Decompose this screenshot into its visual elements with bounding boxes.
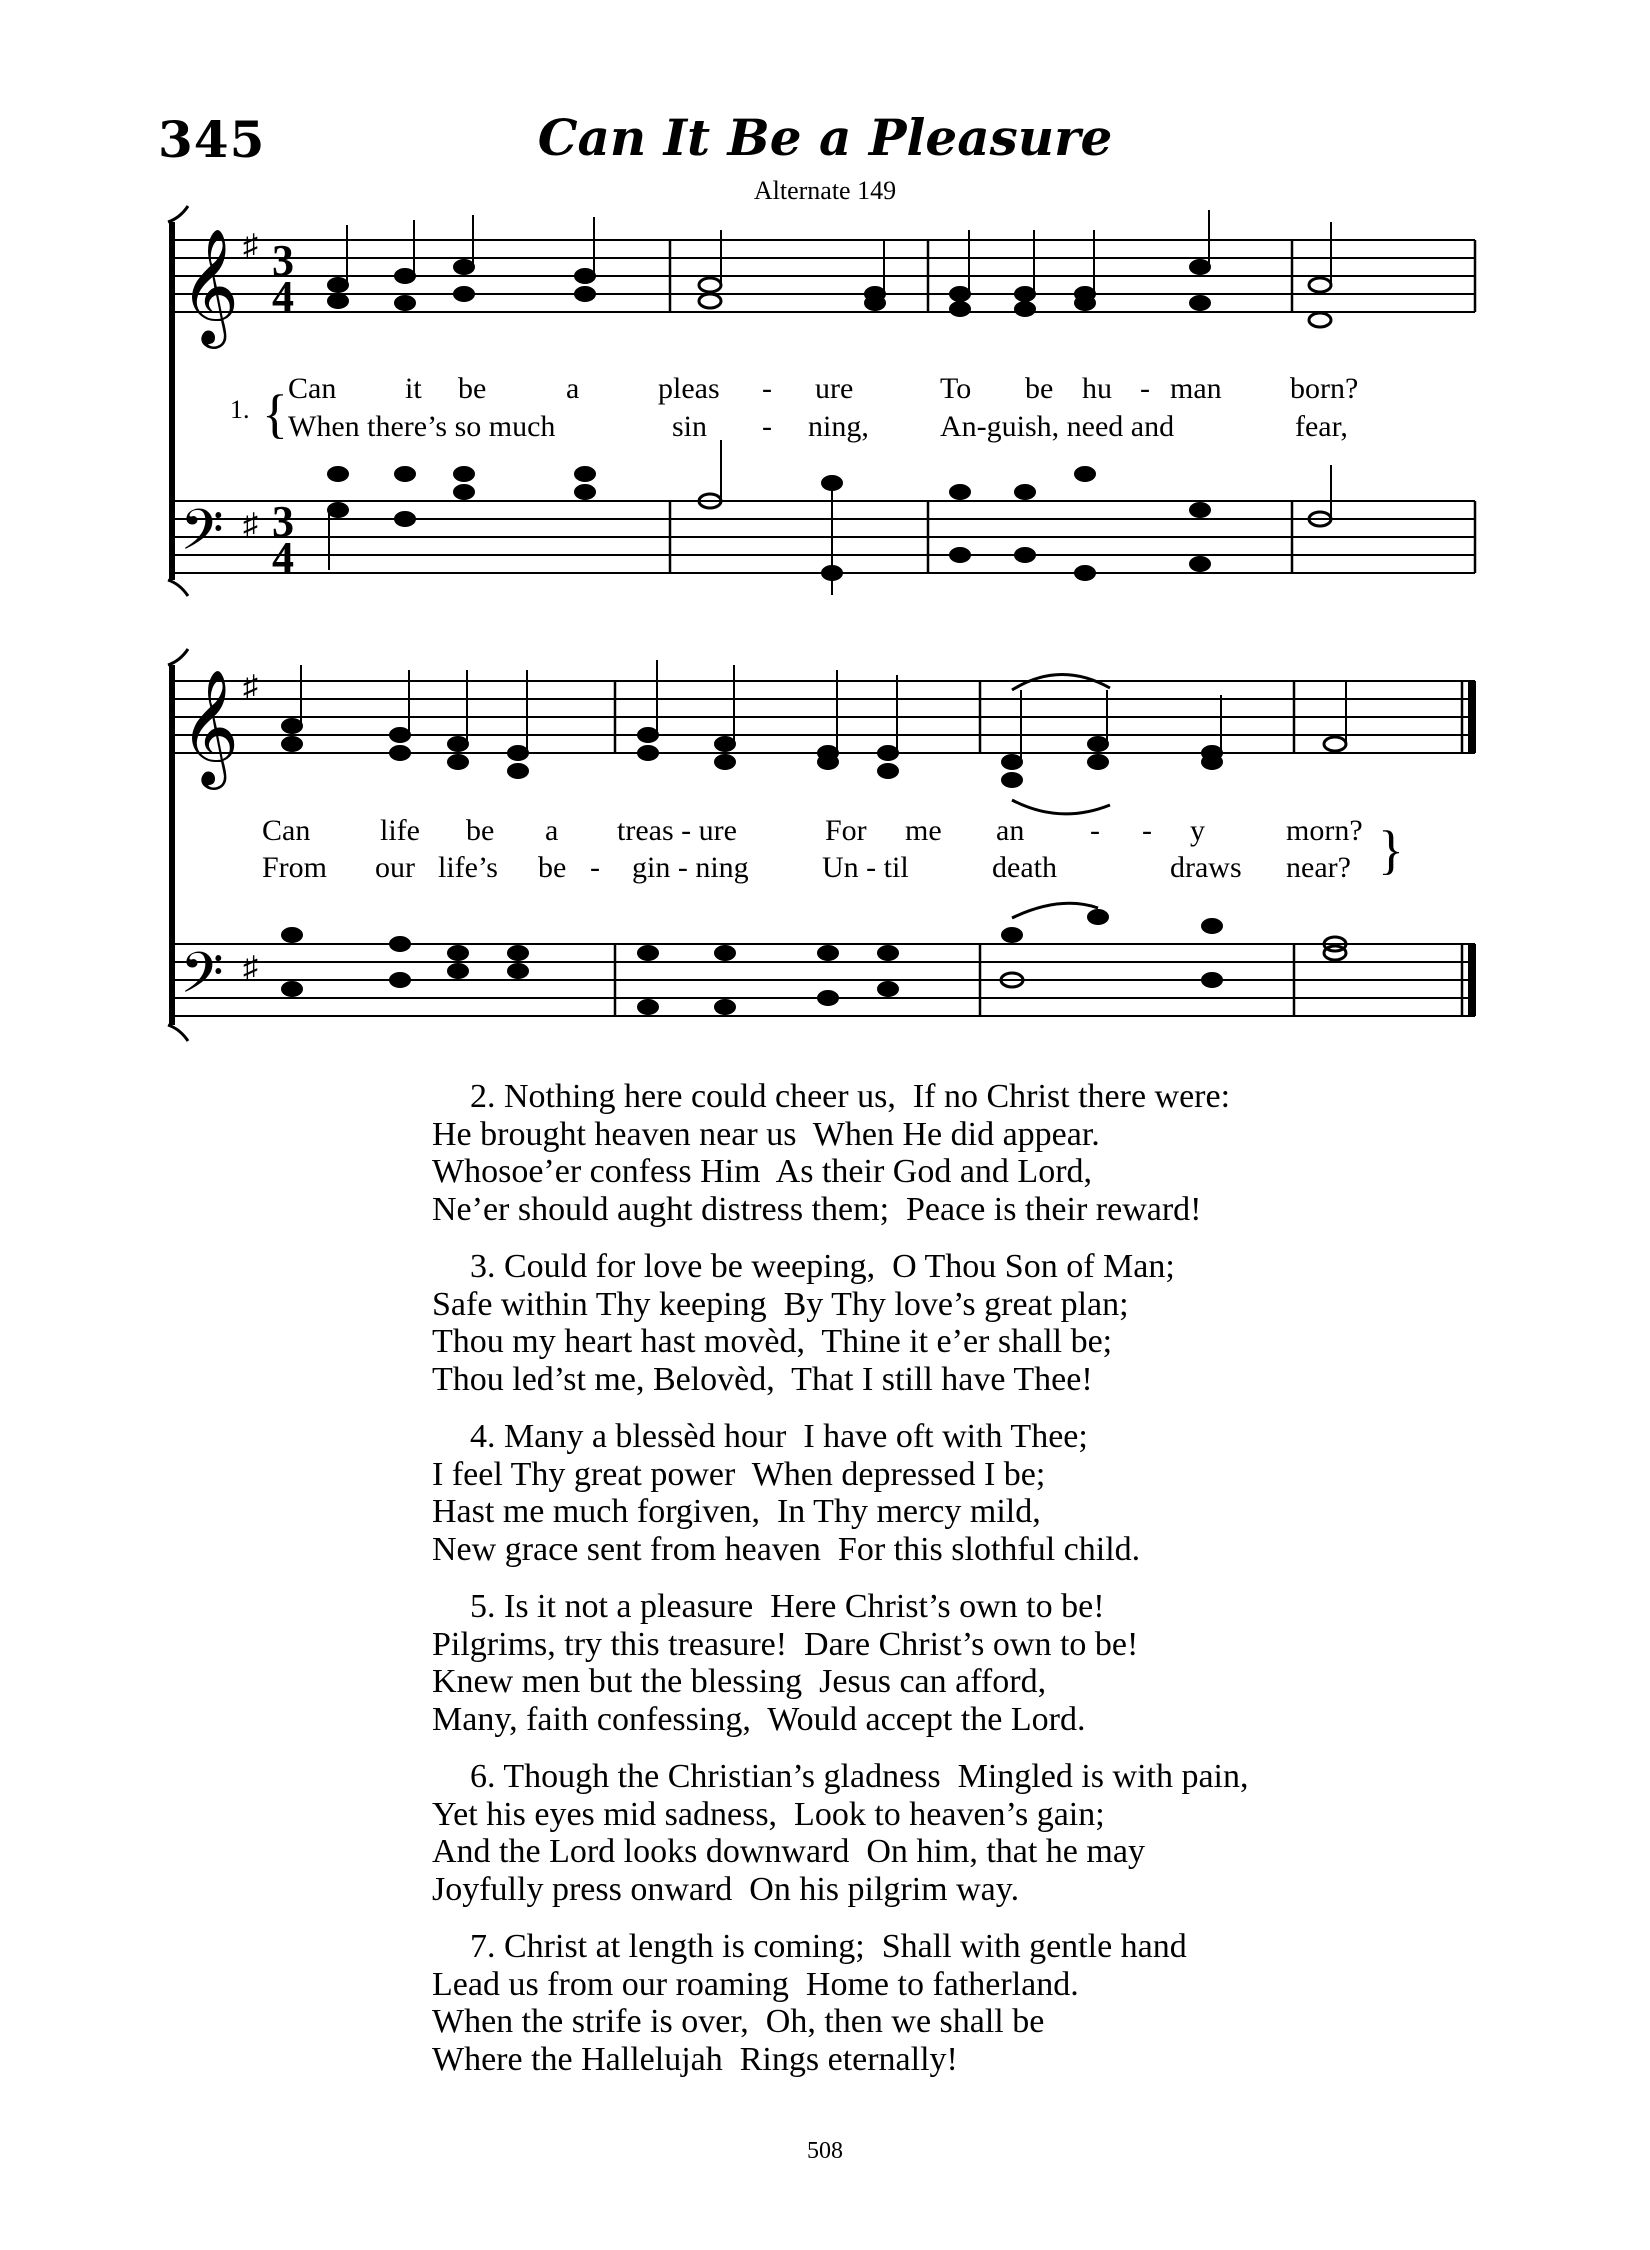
- lyric: -: [590, 851, 600, 884]
- lyric: Can: [262, 814, 311, 847]
- verse-4: [432, 1418, 1249, 1568]
- lyric: born?: [1290, 372, 1359, 405]
- lyric: treas - ure: [617, 814, 737, 847]
- verse-line: 5. Is it not a pleasure Here Christ’s own to be!: [470, 1588, 1105, 1625]
- verse-line: 6. Though the Christian’s gladness Mingled is with pain,: [470, 1758, 1249, 1795]
- page-number: 508: [807, 2138, 843, 2164]
- lyric: ure: [815, 372, 854, 405]
- lyric: To: [940, 372, 972, 405]
- verse-line: Thou led’st me, Belovèd, That I still have Thee!: [432, 1360, 1093, 1398]
- lyric: be: [466, 814, 495, 847]
- lyric: a: [566, 372, 580, 405]
- time-signature-top: 3: [272, 236, 294, 285]
- lyric: be: [538, 851, 567, 884]
- bass-staff: [172, 501, 1475, 573]
- verse-2: [432, 1078, 1249, 1228]
- repeat-barline: [1462, 681, 1472, 1016]
- lyric: y: [1190, 814, 1205, 847]
- verse-line: Joyfully press onward On his pilgrim way.: [432, 1870, 1020, 1908]
- lyric: pleas: [658, 372, 720, 405]
- verse-line: Pilgrims, try this treasure! Dare Christ’s own to be!: [432, 1625, 1139, 1663]
- bass-clef-icon: 𝄢: [180, 942, 224, 1018]
- verse-line: Whosoe’er confess Him As their God and Lord,: [432, 1153, 1093, 1190]
- lyric: gin - ning: [632, 851, 749, 884]
- treble-staff: [172, 240, 1475, 312]
- verse-line: Where the Hallelujah Rings eternally!: [432, 2040, 958, 2078]
- lyric: me: [905, 814, 942, 847]
- treble-clef-icon: 𝄞: [180, 231, 240, 342]
- lyric: For: [825, 814, 867, 847]
- lyric: From: [262, 851, 328, 884]
- verse-line: 4. Many a blessèd hour I have oft with Thee;: [470, 1418, 1088, 1455]
- lyric: fear,: [1295, 410, 1348, 443]
- verse-line: Hast me much forgiven, In Thy mercy mild,: [432, 1493, 1041, 1530]
- treble-clef-icon: 𝄞: [180, 672, 240, 783]
- system-2: [168, 649, 1475, 1041]
- verse-line: New grace sent from heaven For this slothful child.: [432, 1530, 1141, 1568]
- lyric: -: [1090, 814, 1100, 847]
- key-sharp-icon: ♯: [243, 229, 258, 262]
- verse-line: Safe within Thy keeping By Thy love’s great plan;: [432, 1285, 1129, 1323]
- verse-brace-icon: }: [1378, 820, 1404, 880]
- hymn-title: Can It Be a Pleasure: [537, 108, 1113, 167]
- lyric: -: [762, 410, 772, 443]
- lyric: life’s: [438, 851, 498, 884]
- time-signature-bottom: 4: [272, 272, 294, 321]
- lyric: Un - til: [822, 851, 909, 884]
- verse-line: When the strife is over, Oh, then we shall be: [432, 2003, 1045, 2040]
- key-sharp-icon: ♯: [243, 670, 258, 703]
- alternate-tune-note: Alternate 149: [753, 176, 897, 205]
- lyric: be: [458, 372, 487, 405]
- lyric: it: [405, 372, 422, 405]
- lyric: man: [1170, 372, 1222, 405]
- verse-line: 7. Christ at length is coming; Shall with gentle hand: [470, 1928, 1187, 1965]
- lyric: sin: [672, 410, 708, 443]
- verse-5: [432, 1588, 1249, 1738]
- lyrics-system-2: [262, 814, 1404, 884]
- bass-clef-icon: 𝄢: [180, 499, 224, 575]
- verse-line: Knew men but the blessing Jesus can afford,: [432, 1663, 1047, 1700]
- verse-line: And the Lord looks downward On him, that he may: [432, 1833, 1145, 1870]
- lyric: a: [545, 814, 559, 847]
- verse-brace-icon: {: [262, 384, 288, 444]
- music-score: [0, 0, 1650, 1060]
- lyric: life: [380, 814, 420, 847]
- lyric: An-guish, need and: [940, 410, 1175, 443]
- lyric: draws: [1170, 851, 1242, 884]
- additional-verses: [432, 1078, 1249, 2098]
- hymn-number: 345: [158, 110, 266, 169]
- lyric: -: [1140, 372, 1150, 405]
- notes-system-2: [282, 660, 1346, 1014]
- key-sharp-icon: ♯: [243, 508, 258, 541]
- lyric: death: [992, 851, 1057, 884]
- lyric: -: [1142, 814, 1152, 847]
- verse-line: Lead us from our roaming Home to fatherland.: [432, 1965, 1079, 2003]
- key-sharp-icon: ♯: [243, 951, 258, 984]
- verse-line: Thou my heart hast movèd, Thine it e’er shall be;: [432, 1323, 1113, 1360]
- verse-line: 2. Nothing here could cheer us, If no Christ there were:: [470, 1078, 1231, 1115]
- verse-line: Yet his eyes mid sadness, Look to heaven’s gain;: [432, 1795, 1105, 1833]
- lyric: Can: [288, 372, 337, 405]
- lyric: an: [996, 814, 1025, 847]
- verse-line: Many, faith confessing, Would accept the Lord.: [432, 1700, 1086, 1738]
- lyric: hu: [1082, 372, 1112, 405]
- lyric: morn?: [1286, 814, 1363, 847]
- verse-3: [432, 1248, 1249, 1398]
- verse-line: Ne’er should aught distress them; Peace is their reward!: [432, 1190, 1202, 1228]
- lyric: When there’s so much: [288, 410, 556, 443]
- verse-7: [432, 1928, 1249, 2078]
- verse-number: 1.: [230, 395, 250, 424]
- verse-6: [432, 1758, 1249, 1908]
- lyric: our: [375, 851, 415, 884]
- lyrics-system-1: [230, 372, 1358, 444]
- verse-line: He brought heaven near us When He did appear.: [432, 1115, 1100, 1153]
- verse-line: I feel Thy great power When depressed I be;: [432, 1455, 1046, 1493]
- lyric: -: [762, 372, 772, 405]
- verse-line: 3. Could for love be weeping, O Thou Son of Man;: [470, 1248, 1175, 1285]
- lyric: be: [1025, 372, 1054, 405]
- time-signature-top: 3: [272, 497, 294, 546]
- treble-staff: [172, 681, 1475, 753]
- lyric: near?: [1286, 851, 1351, 884]
- time-signature-bottom: 4: [272, 533, 294, 582]
- lyric: ning,: [808, 410, 869, 443]
